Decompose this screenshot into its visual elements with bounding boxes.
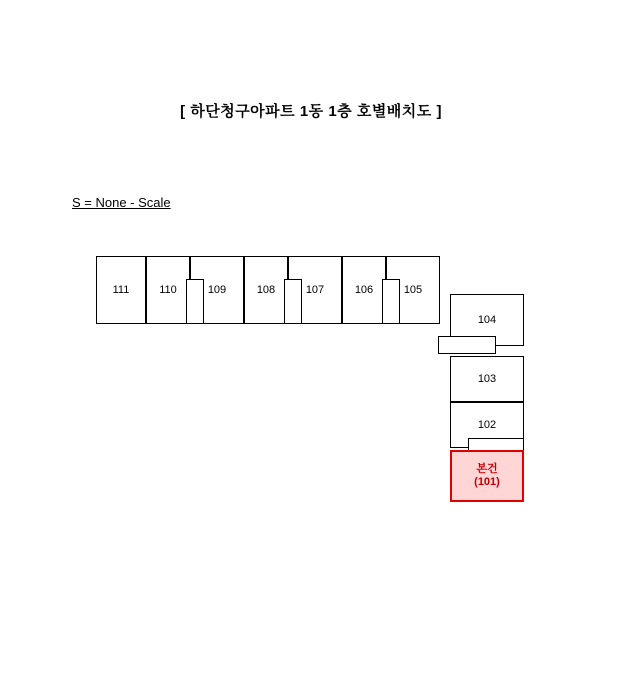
corridor-stub-102-top-line bbox=[469, 438, 523, 439]
stub-joint-cover-110 bbox=[187, 280, 203, 282]
subject-unit-101[interactable] bbox=[450, 450, 524, 502]
unit-label: 111 bbox=[112, 283, 130, 296]
unit-label: 103 bbox=[477, 372, 497, 385]
unit-label: 108 bbox=[256, 283, 276, 296]
unit-label: 110 bbox=[159, 283, 177, 296]
unit-label: 102 bbox=[477, 418, 497, 431]
corridor-stub-104-bottom-line bbox=[451, 353, 495, 354]
stub-joint-cover-106 bbox=[383, 280, 399, 282]
corridor-stub-104-top-line bbox=[451, 336, 495, 337]
balcony-stub-108 bbox=[284, 279, 302, 324]
balcony-stub-106 bbox=[382, 279, 400, 324]
unit-108[interactable] bbox=[244, 256, 288, 324]
subject-unit-main-label: 본건 bbox=[476, 463, 498, 476]
page-title: [ 하단청구아파트 1동 1층 호별배치도 ] bbox=[180, 103, 442, 120]
subject-unit-sub-label: (101) bbox=[474, 476, 500, 488]
unit-103[interactable] bbox=[450, 356, 524, 402]
unit-label: 109 bbox=[207, 283, 227, 296]
unit-111[interactable] bbox=[96, 256, 146, 324]
stub-joint-cover-108 bbox=[285, 280, 301, 282]
unit-label: 107 bbox=[305, 283, 325, 296]
unit-label: 105 bbox=[403, 283, 423, 296]
balcony-stub-110 bbox=[186, 279, 204, 324]
unit-label: 106 bbox=[354, 283, 374, 296]
unit-106[interactable] bbox=[342, 256, 386, 324]
scale-note: S = None - Scale bbox=[72, 195, 171, 210]
corridor-stub-104-inner bbox=[451, 337, 495, 353]
unit-label: 104 bbox=[477, 313, 497, 326]
unit-110[interactable] bbox=[146, 256, 190, 324]
